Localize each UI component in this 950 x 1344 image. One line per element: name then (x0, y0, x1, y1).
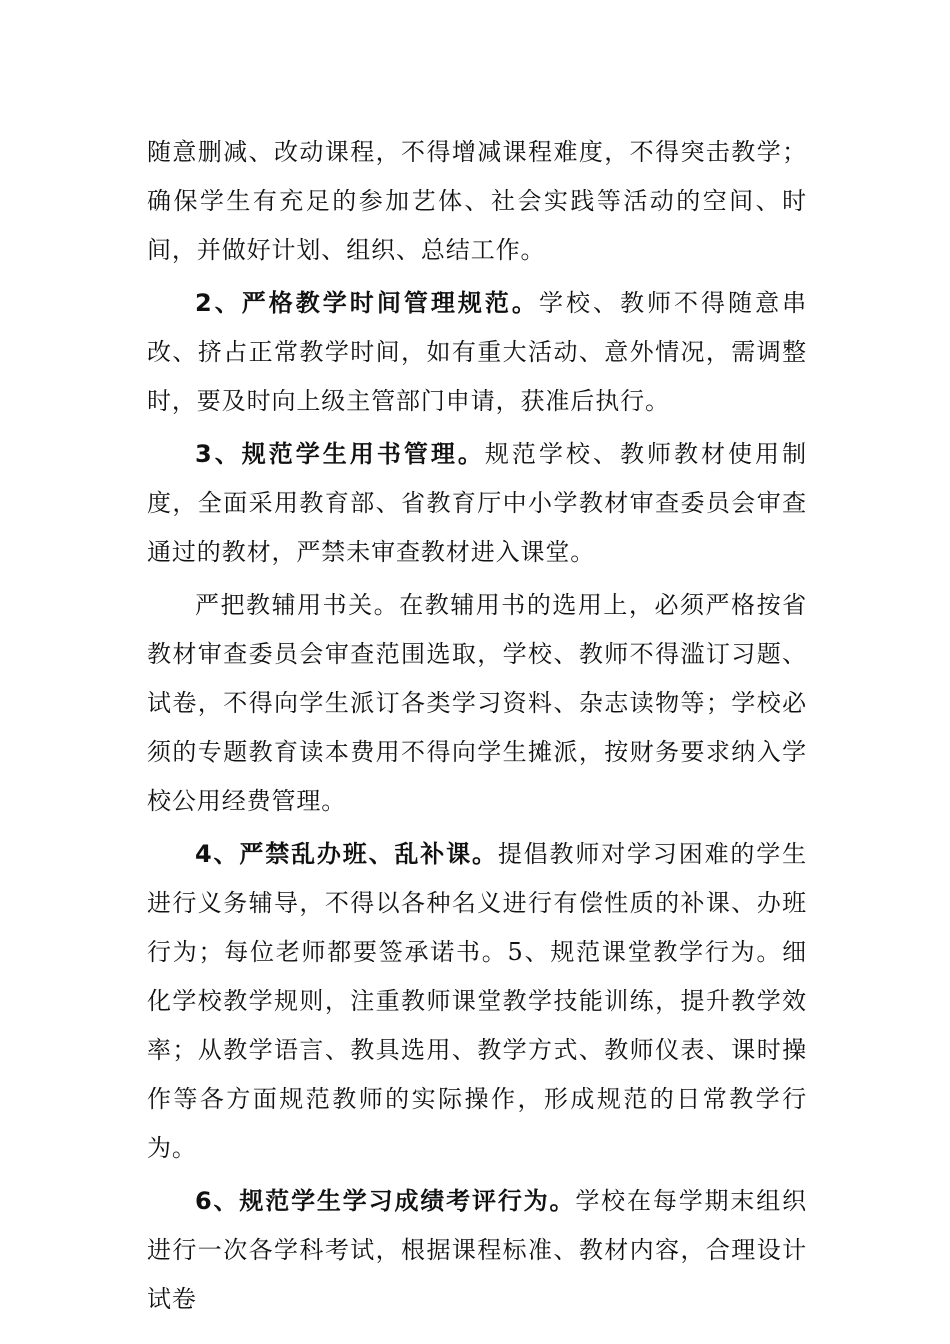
paragraph-heading: 4、严禁乱办班、乱补课。 (195, 840, 498, 868)
paragraph-body: 学校在每学期末组织进行一次各学科考试，根据课程标准、教材内容，合理设计试卷 (147, 1187, 807, 1313)
paragraph-body: 规范学校、教师教材使用制度，全面采用教育部、省教育厅中小学教材审查委员会审查通过的教材，严禁未审查教材进入课堂。 (147, 440, 807, 566)
paragraph-tutoring-ban (147, 830, 807, 1173)
paragraph-body: 随意删减、改动课程，不得增减课程难度，不得突击教学；确保学生有充足的参加艺体、社会实践等活动的空间、时间，并做好计划、组织、总结工作。 (147, 138, 807, 264)
paragraph-heading: 6、规范学生学习成绩考评行为。 (195, 1187, 576, 1215)
paragraph-supplementary-books (147, 581, 807, 826)
paragraph-curriculum-continued (147, 128, 807, 275)
paragraph-grade-evaluation (147, 1177, 807, 1324)
paragraph-heading: 3、规范学生用书管理。 (195, 440, 485, 468)
paragraph-body: 学校、教师不得随意串改、挤占正常教学时间，如有重大活动、意外情况，需调整时，要及时向上级主管部门申请，获准后执行。 (147, 289, 807, 415)
paragraph-body: 严把教辅用书关。在教辅用书的选用上，必须严格按省教材审查委员会审查范围选取，学校、教师不得滥订习题、试卷，不得向学生派订各类学习资料、杂志读物等；学校必须的专题教育读本费用不得向学生摊派，按财务要求纳入学校公用经费管理。 (147, 591, 807, 815)
paragraph-heading: 2、严格教学时间管理规范。 (195, 289, 539, 317)
document-page (147, 128, 807, 1328)
paragraph-textbook-management (147, 430, 807, 577)
paragraph-teaching-time (147, 279, 807, 426)
paragraph-body: 提倡教师对学习困难的学生进行义务辅导，不得以各种名义进行有偿性质的补课、办班行为；每位老师都要签承诺书。5、规范课堂教学行为。细化学校教学规则，注重教师课堂教学技能训练，提升教学效率；从教学语言、教具选用、教学方式、教师仪表、课时操作等各方面规范教师的实际操作，形成规范的日常教学行为。 (147, 840, 807, 1162)
